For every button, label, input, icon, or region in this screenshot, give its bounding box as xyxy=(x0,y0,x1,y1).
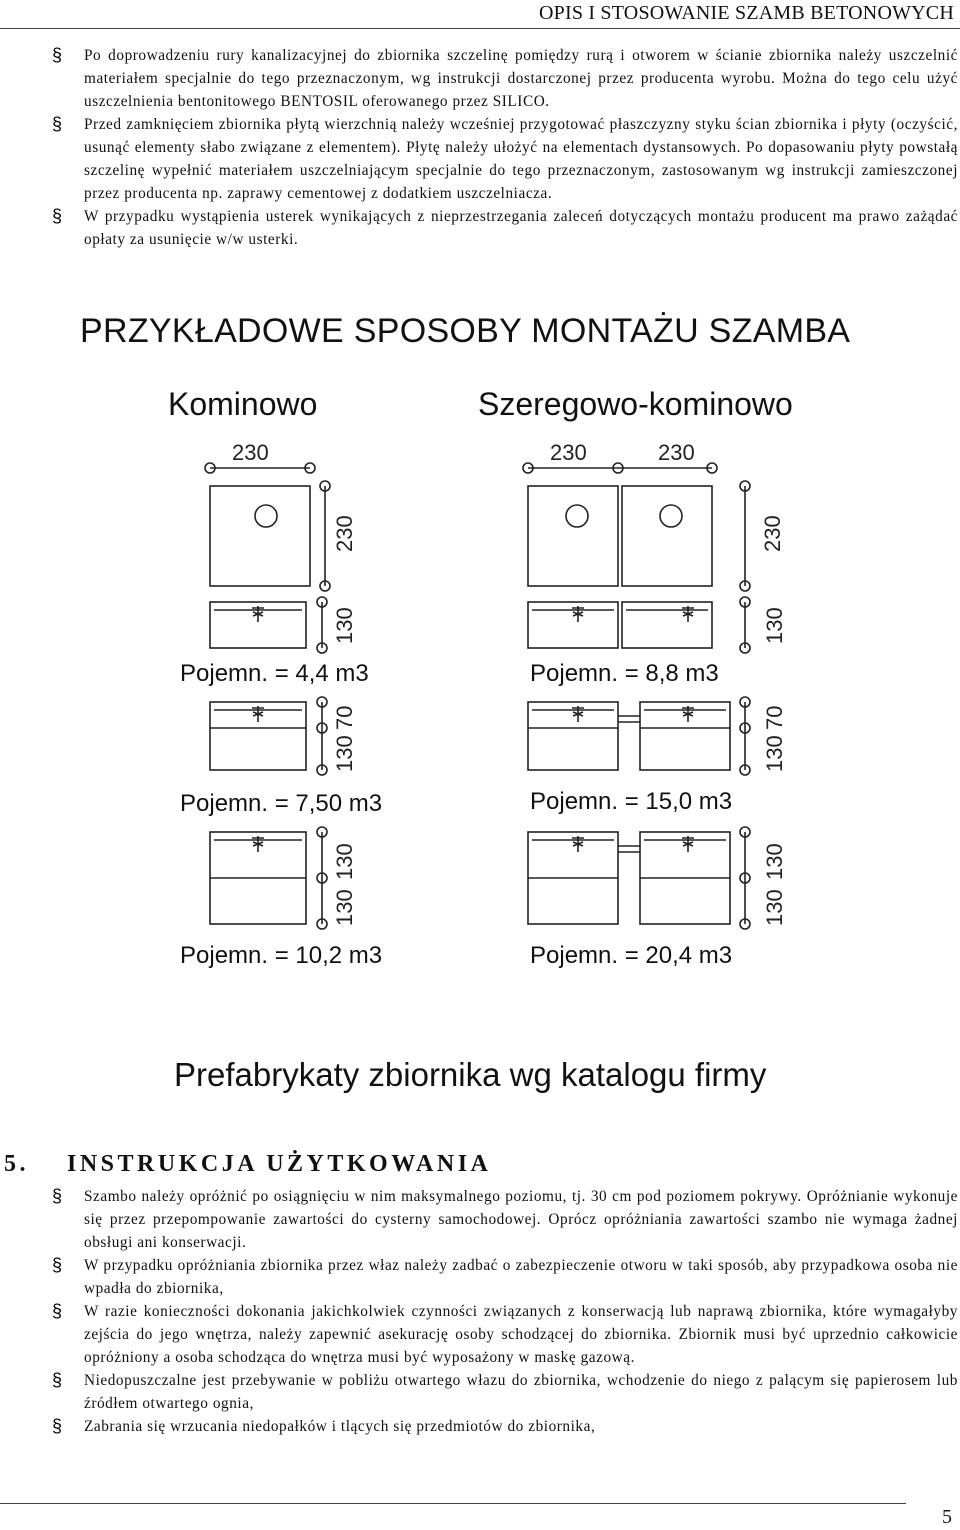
list-item xyxy=(48,1300,958,1369)
dim-label: 230 xyxy=(332,515,357,552)
left-section-4-4 xyxy=(210,597,357,653)
left-column-title: Kominowo xyxy=(168,386,318,422)
dim-label: 130 xyxy=(332,843,357,880)
section-mark-icon xyxy=(48,1370,68,1390)
list-item xyxy=(48,1254,958,1300)
dim-label: 230 xyxy=(232,440,269,465)
left-section-10-2 xyxy=(210,827,357,929)
header-divider xyxy=(0,28,960,29)
tank-plan xyxy=(210,486,310,586)
tank-plan xyxy=(528,486,618,586)
list-item xyxy=(48,205,958,251)
dim-label: 130 xyxy=(332,889,357,926)
page-header-title: OPIS I STOSOWANIE SZAMB BETONOWYCH xyxy=(539,2,954,24)
capacity-label: Pojemn. = 4,4 m3 xyxy=(180,660,369,687)
svg-text:§: § xyxy=(52,114,63,134)
svg-text:§: § xyxy=(52,45,63,65)
svg-text:§: § xyxy=(52,1370,63,1390)
svg-text:§: § xyxy=(52,1186,63,1206)
dim-label: 130 xyxy=(332,607,357,644)
list-item xyxy=(48,1369,958,1415)
dim-label: 230 xyxy=(658,440,695,465)
left-section-7-50 xyxy=(210,697,357,775)
right-section-20-4 xyxy=(528,827,787,929)
dim-label: 130 xyxy=(762,607,787,644)
installation-diagram xyxy=(0,430,960,990)
section-mark-icon xyxy=(48,206,68,226)
list-item xyxy=(48,1415,958,1438)
section-mark-icon xyxy=(48,1301,68,1321)
section-heading xyxy=(4,1151,491,1178)
section-mark-icon xyxy=(48,1186,68,1206)
svg-text:§: § xyxy=(52,206,63,226)
right-column-title: Szeregowo-kominowo xyxy=(478,386,793,422)
capacity-label: Pojemn. = 20,4 m3 xyxy=(530,942,733,969)
list-item xyxy=(48,1185,958,1254)
diagram-title: PRZYKŁADOWE SPOSOBY MONTAŻU SZAMBA xyxy=(80,312,851,350)
bullet-text: Przed zamknięciem zbiornika płytą wierzchnią należy wcześniej przygotować płaszczyzny styku ścian zbiornika i płyty (oczyścić, usunąć elementy słabo związane z elementem). Płytę należy ułożyć na elementach dystansowych. Po dopasowaniu płyty powstałą szczelinę wypełnić materiałem uszczelniającym specjalnie do tego przeznaczonym, zastosowanym wg instrukcji zamieszczonej przez producenta np. zaprawy cementowej z dodatkiem uszczelniacza. xyxy=(84,116,958,202)
svg-text:§: § xyxy=(52,1255,63,1275)
bullet-text: W razie konieczności dokonania jakichkolwiek czynności związanych z konserwacją lub naprawą zbiornika, które wymagałyby zejścia do jego wnętrza, należy zapewnić asekurację osoby schodzącej do zbiornika. Zbiornik musi być uprzednio całkowicie opróżniony a osoba schodząca do wnętrza musi być wyposażony w maskę gazową. xyxy=(84,1303,958,1366)
manhole-opening xyxy=(566,505,588,527)
dim-label: 230 xyxy=(550,440,587,465)
list-item xyxy=(48,44,958,113)
section-mark-icon xyxy=(48,114,68,134)
section-title: INSTRUKCJA UŻYTKOWANIA xyxy=(67,1151,492,1177)
section-mark-icon xyxy=(48,1416,68,1436)
list-item xyxy=(48,113,958,205)
section-mark-icon xyxy=(48,1255,68,1275)
dim-label: 130 xyxy=(762,889,787,926)
capacity-label: Pojemn. = 8,8 m3 xyxy=(530,660,719,687)
bullet-text: W przypadku opróżniania zbiornika przez właz należy zadbać o zabezpieczenie otworu w taki sposób, aby przypadkowa osoba nie wpadła do zbiornika, xyxy=(84,1257,958,1297)
capacity-label: Pojemn. = 7,50 m3 xyxy=(180,790,383,817)
manhole-opening xyxy=(255,505,277,527)
capacity-label: Pojemn. = 15,0 m3 xyxy=(530,788,733,815)
bullet-text: Zabrania się wrzucania niedopałków i tlących się przedmiotów do zbiornika, xyxy=(84,1418,596,1435)
capacity-label: Pojemn. = 10,2 m3 xyxy=(180,942,383,969)
intro-bullet-list xyxy=(48,44,958,251)
dim-label: 130 xyxy=(332,735,357,772)
dim-label: 70 xyxy=(332,705,357,730)
section-mark-icon xyxy=(48,45,68,65)
right-section-8-8 xyxy=(528,597,787,653)
dim-label: 70 xyxy=(762,705,787,730)
left-plan-view xyxy=(205,440,357,591)
bullet-text: Szambo należy opróżnić po osiągnięciu w nim maksymalnego poziomu, tj. 30 cm pod poziomem pokrywy. Opróżnianie wykonuje się przez przepompowanie zawartości do cysterny samochodowej. Oprócz opróżniania zawartości szambo nie wymaga żadnej obsługi ani konserwacji. xyxy=(84,1188,958,1251)
footer-divider xyxy=(0,1503,906,1504)
manhole-opening xyxy=(660,505,682,527)
dim-label: 130 xyxy=(762,843,787,880)
usage-bullet-list xyxy=(48,1185,958,1438)
dim-label: 230 xyxy=(760,515,785,552)
bullet-text: Po doprowadzeniu rury kanalizacyjnej do zbiornika szczelinę pomiędzy rurą i otworem w ścianie zbiornika należy uszczelnić materiałem specjalnie do tego przeznaczonym, wg instrukcji dostarczonej przez producenta wyrobu. Można do tego celu użyć uszczelnienia bentonitowego BENTOSIL oferowanego przez SILICO. xyxy=(84,47,958,110)
diagram-footer-note: Prefabrykaty zbiornika wg katalogu firmy xyxy=(174,1056,767,1093)
svg-text:§: § xyxy=(52,1301,63,1321)
bullet-text: W przypadku wystąpienia usterek wynikających z nieprzestrzegania zaleceń dotyczących montażu producent ma prawo zażądać opłaty za usunięcie w/w usterki. xyxy=(84,208,958,248)
bullet-text: Niedopuszczalne jest przebywanie w pobliżu otwartego włazu do zbiornika, wchodzenie do niego z palącym się papierosem lub źródłem otwartego ognia, xyxy=(84,1372,958,1412)
section-number: 5. xyxy=(4,1151,29,1177)
svg-text:§: § xyxy=(52,1416,63,1436)
tank-plan xyxy=(622,486,712,586)
page-number: 5 xyxy=(942,1506,952,1528)
right-section-15-0 xyxy=(528,697,787,775)
dim-label: 130 xyxy=(762,735,787,772)
right-plan-view xyxy=(523,440,785,591)
